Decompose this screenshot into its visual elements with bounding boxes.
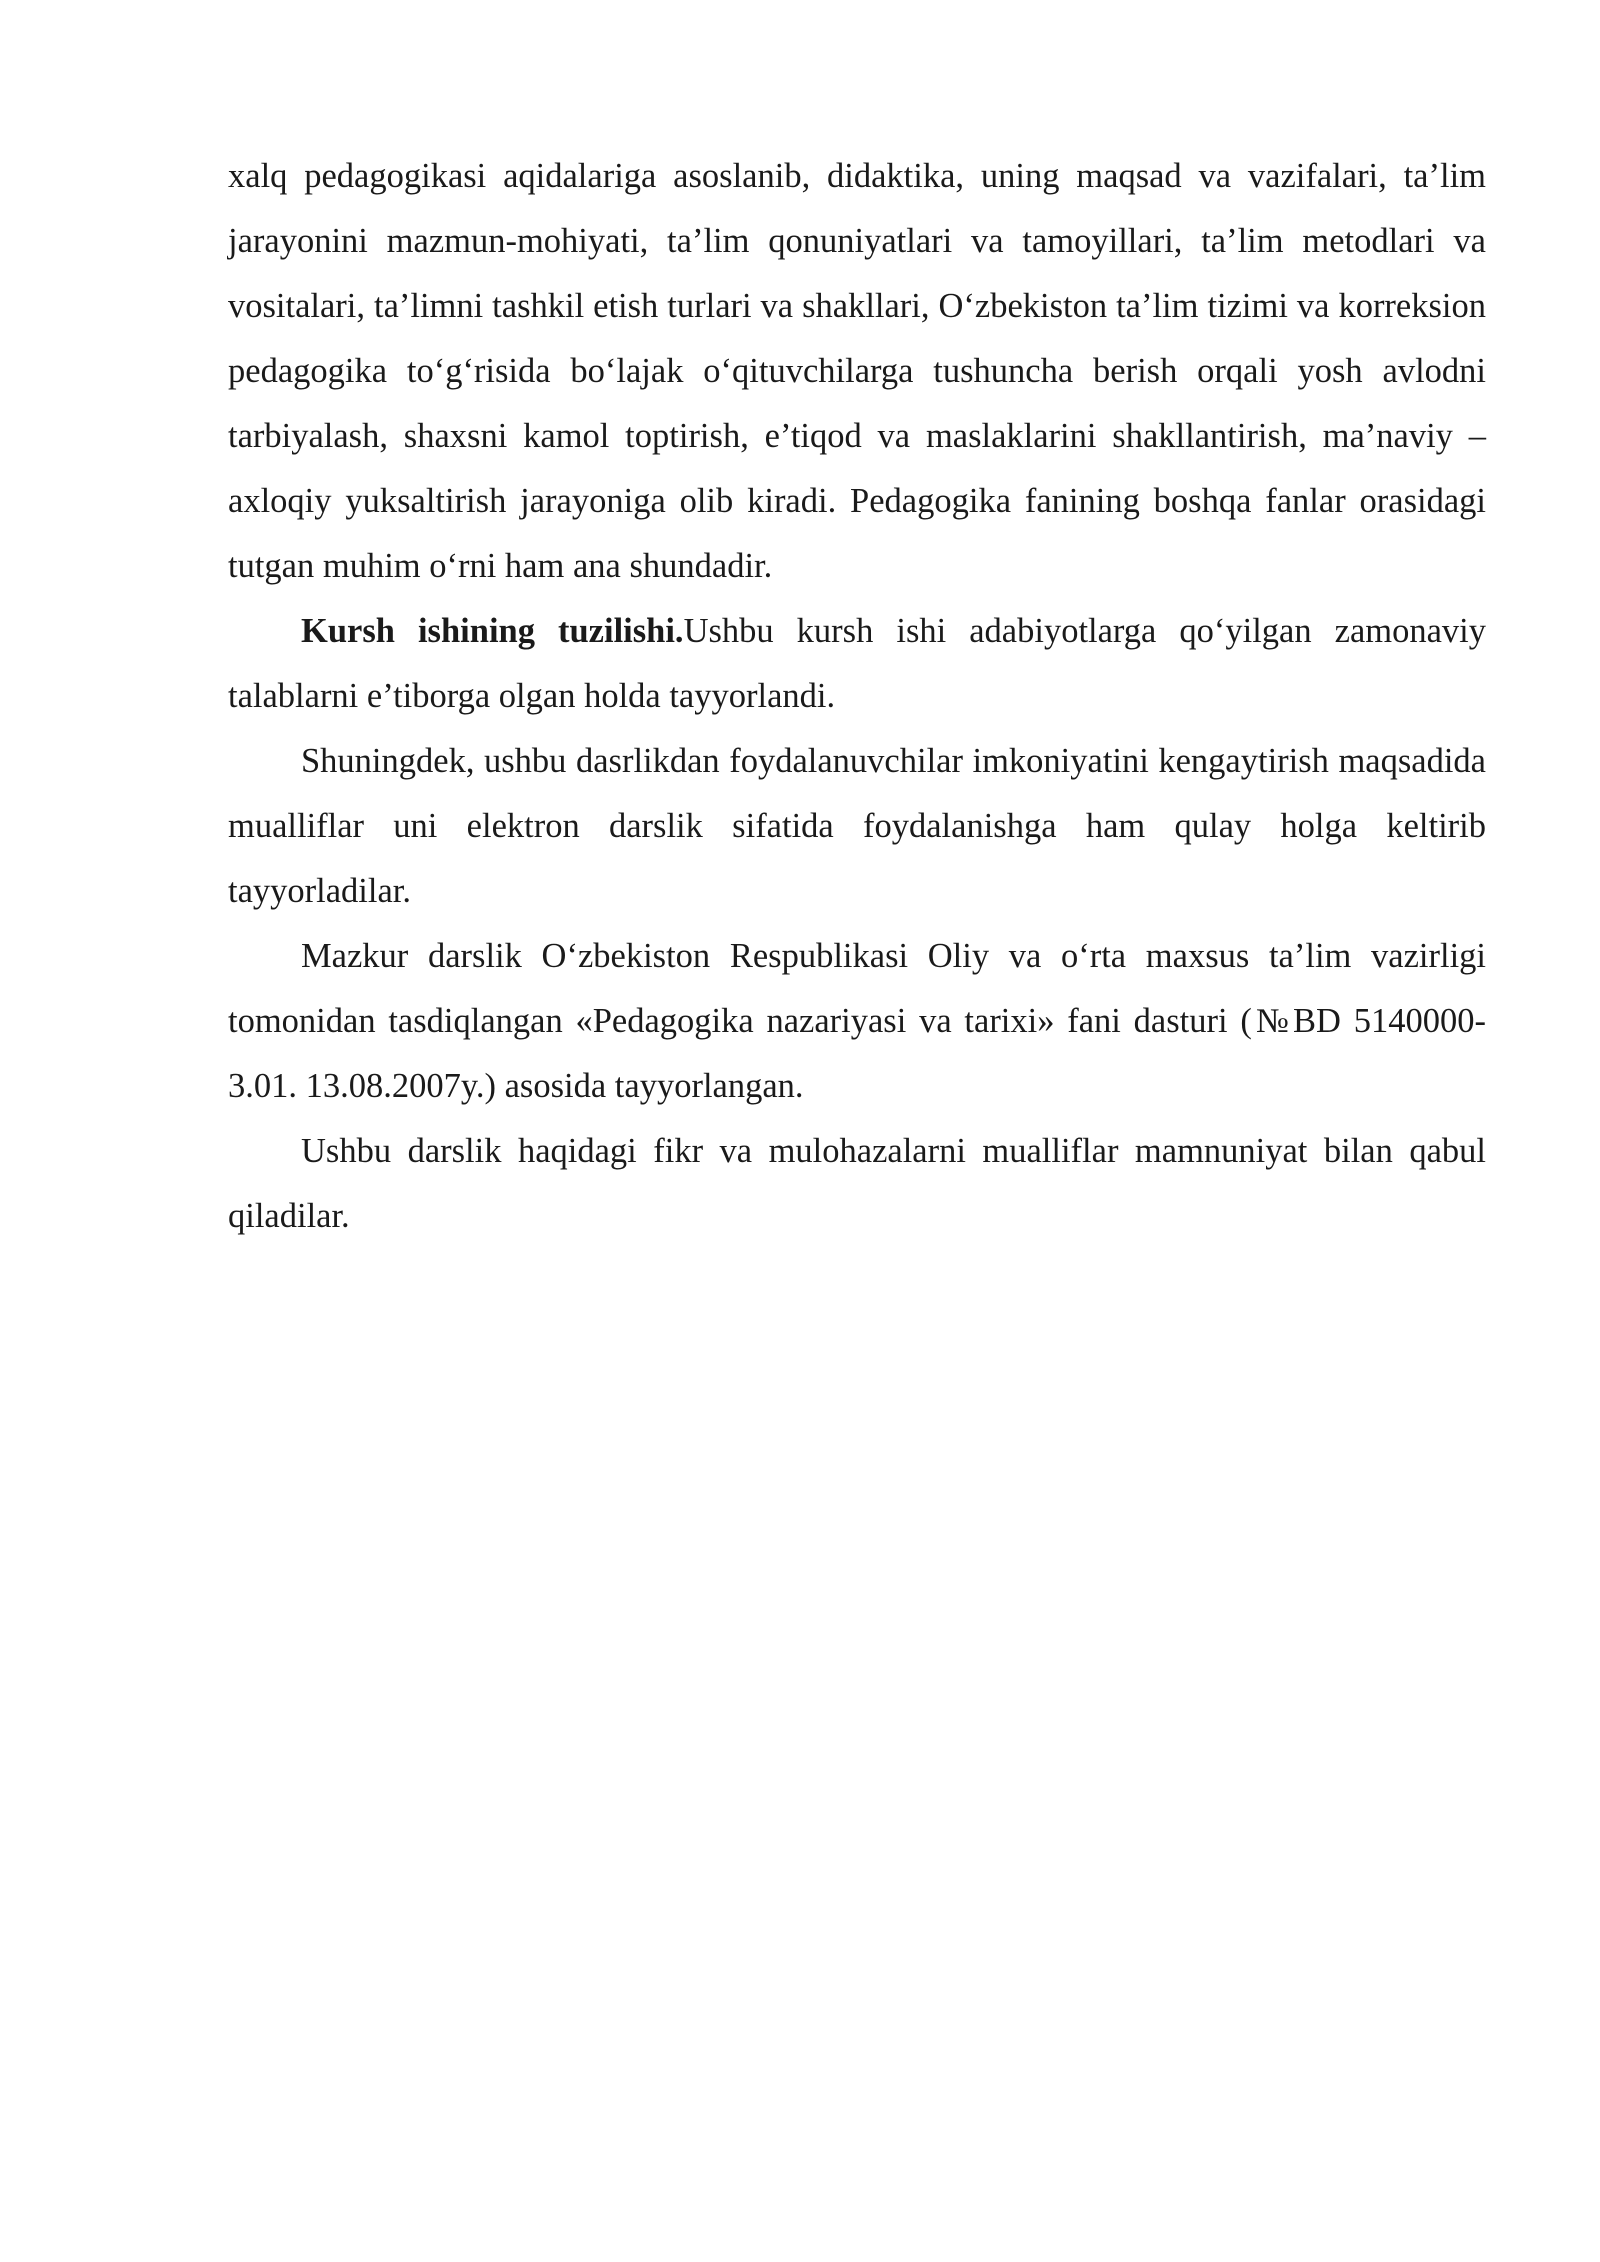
paragraph-text: Shuningdek, ushbu dasrlikdan foydalanuvchilar imkoniyatini kengaytirish maqsadida mualliflar uni elektron darslik sifatida foydalanishga ham qulay holga keltirib tayyorladilar. — [228, 742, 1486, 910]
document-page — [228, 144, 1486, 1249]
paragraph-course-structure — [228, 599, 1486, 729]
paragraph-electronic-textbook — [228, 729, 1486, 924]
paragraph-text: Ushbu darslik haqidagi fikr va mulohazalarni mualliflar mamnuniyat bilan qabul qiladilar. — [228, 1132, 1486, 1235]
section-heading: Kursh ishining tuzilishi. — [301, 612, 684, 650]
paragraph-feedback — [228, 1119, 1486, 1249]
paragraph-text: Ushbu kursh ishi adabiyotlarga qo‘yilgan zamonaviy talablarni e’tiborga olgan holda tayyorlandi. — [228, 612, 1486, 715]
paragraph-text: Mazkur darslik O‘zbekiston Respublikasi Oliy va o‘rta maxsus ta’lim vazirligi tomonidan tasdiqlangan «Pedagogika nazariyasi va tarixi» fani dasturi (№BD 5140000-3.01. 13.08.2007y.) asosida tayyorlangan. — [228, 937, 1486, 1105]
paragraph-intro-continuation — [228, 144, 1486, 599]
paragraph-text: xalq pedagogikasi aqidalariga asoslanib, didaktika, uning maqsad va vazifalari, ta’lim jarayonini mazmun-mohiyati, ta’lim qonuniyatlari va tamoyillari, ta’lim metodlari va vositalari, ta’limni tashkil etish turlari va shakllari, O‘zbekiston ta’lim tizimi va korreksion pedagogika to‘g‘risida bo‘lajak o‘qituvchilarga tushuncha berish orqali yosh avlodni tarbiyalash, shaxsni kamol toptirish, e’tiqod va maslaklarini shakllantirish, ma’naviy – axloqiy yuksaltirish jarayoniga olib kiradi. Pedagogika fanining boshqa fanlar orasidagi tutgan muhim o‘rni ham ana shundadir. — [228, 157, 1486, 585]
paragraph-curriculum-approval — [228, 924, 1486, 1119]
